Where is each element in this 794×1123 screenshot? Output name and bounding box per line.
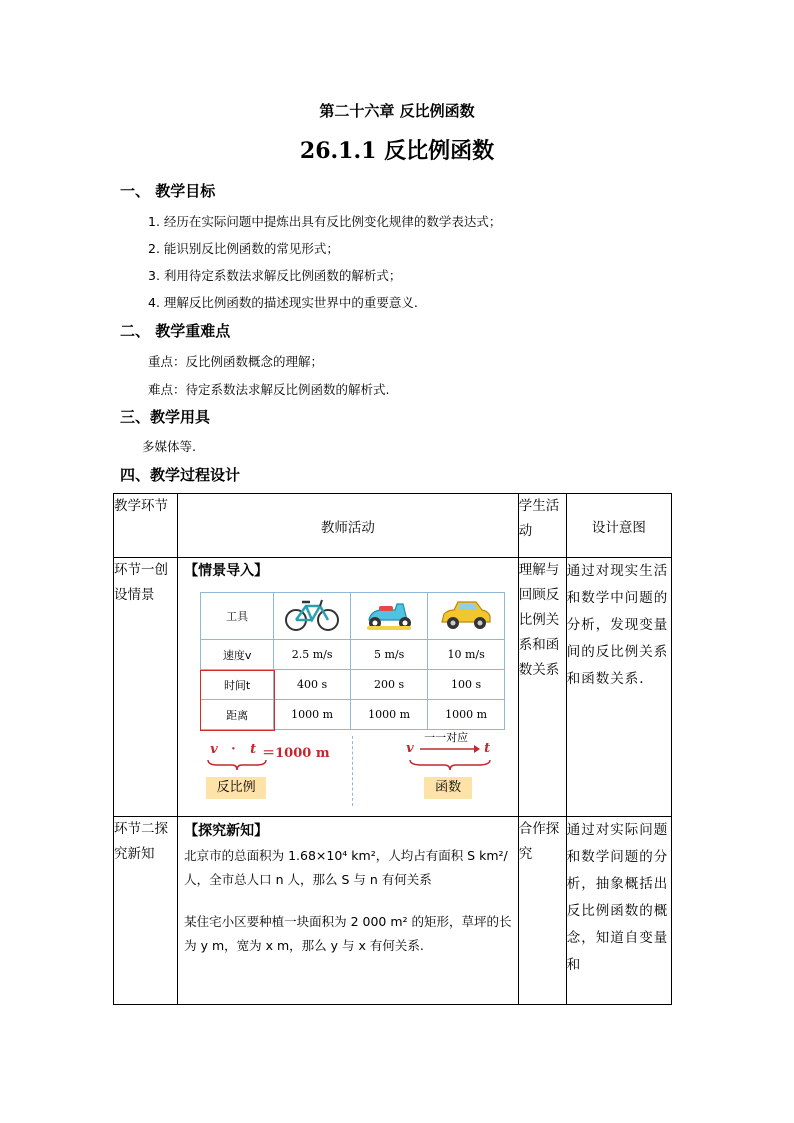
label-distance: 距离	[201, 700, 274, 730]
formula-t: t	[250, 742, 257, 757]
row2-teacher	[178, 817, 519, 1005]
header-teacher: 教师活动	[178, 494, 519, 558]
header-link: 教学环节	[114, 494, 178, 558]
scooter-icon	[351, 593, 428, 640]
key-point: 重点：反比例函数概念的理解；	[148, 354, 324, 369]
formula-v: v	[210, 742, 218, 757]
difficult-point: 难点：待定系数法求解反比例函数的解析式.	[148, 382, 390, 397]
section-3-title: 三、教学用具	[120, 408, 211, 426]
map-t: t	[484, 741, 491, 756]
highlight-box	[200, 670, 275, 731]
label-tool: 工具	[201, 593, 274, 640]
map-v: v	[406, 741, 414, 756]
row2-paragraph-2: 某住宅小区要种植一块面积为 2 000 m² 的矩形，草坪的长为 y m，宽为 x m，那么 y 与 x 有何关系.	[184, 914, 512, 953]
row2-intent: 通过对实际问题和数学问题的分析，抽象概括出反比例函数的概念，知道自变量和	[566, 817, 671, 1005]
process-table	[113, 493, 672, 1005]
formula-dot: ·	[231, 742, 236, 757]
row1-intent: 通过对现实生活和数学中问题的分析，发现变量间的反比例关系和函数关系.	[566, 558, 671, 817]
badge-inverse-proportion: 反比例	[206, 777, 266, 799]
arrow-right-icon	[418, 744, 480, 754]
page-title: 26.1.1 反比例函数	[299, 138, 495, 164]
header-intent: 设计意图	[566, 494, 671, 558]
row2-link: 环节二探究新知	[114, 817, 178, 1005]
row1-teacher	[178, 558, 519, 817]
tools-text: 多媒体等.	[142, 439, 196, 454]
goal-3: 3. 利用待定系数法求解反比例函数的解析式；	[148, 268, 402, 283]
brace-right-icon	[408, 758, 492, 772]
distance-bicycle: 1000 m	[274, 700, 351, 730]
formula-eq: ＝1000 m	[262, 746, 330, 761]
car-icon	[428, 593, 505, 640]
scenario-figure	[178, 558, 518, 795]
goal-1: 1. 经历在实际问题中提炼出具有反比例变化规律的数学表达式；	[148, 214, 502, 229]
table-row	[114, 558, 672, 817]
label-speed: 速度v	[201, 640, 274, 670]
speed-bicycle: 2.5 m/s	[274, 640, 351, 670]
row1-section-title: 【情景导入】	[184, 563, 269, 579]
row2-paragraph-1: 北京市的总面积为 1.68×10⁴ km²，人均占有面积 S km²/人，全市总人口 n 人，那么 S 与 n 有何关系	[184, 848, 508, 887]
badge-function: 函数	[424, 777, 472, 799]
section-4-title: 四、教学过程设计	[120, 466, 241, 484]
dashed-divider	[352, 736, 353, 806]
section-2-title: 二、 教学重难点	[120, 322, 231, 340]
section-1-title: 一、 教学目标	[120, 182, 216, 200]
bicycle-icon	[274, 593, 351, 640]
table-header-row	[114, 494, 672, 558]
goal-4: 4. 理解反比例函数的描述现实世界中的重要意义.	[148, 295, 418, 310]
label-time: 时间t	[201, 670, 274, 700]
distance-car: 1000 m	[428, 700, 505, 730]
time-scooter: 200 s	[351, 670, 428, 700]
goal-2: 2. 能识别反比例函数的常见形式；	[148, 241, 339, 256]
chapter-title: 第二十六章 反比例函数	[319, 102, 475, 120]
row1-student: 理解与回顾反比例关系和函数关系	[518, 558, 566, 817]
speed-car: 10 m/s	[428, 640, 505, 670]
speed-scooter: 5 m/s	[351, 640, 428, 670]
time-bicycle: 400 s	[274, 670, 351, 700]
map-label: 一一对应	[424, 731, 469, 744]
row2-student: 合作探究	[518, 817, 566, 1005]
table-row	[114, 817, 672, 1005]
distance-scooter: 1000 m	[351, 700, 428, 730]
row1-link: 环节一创设情景	[114, 558, 178, 817]
brace-left-icon	[206, 758, 268, 772]
row2-section-title: 【探究新知】	[184, 823, 269, 839]
time-car: 100 s	[428, 670, 505, 700]
header-student: 学生活动	[518, 494, 566, 558]
